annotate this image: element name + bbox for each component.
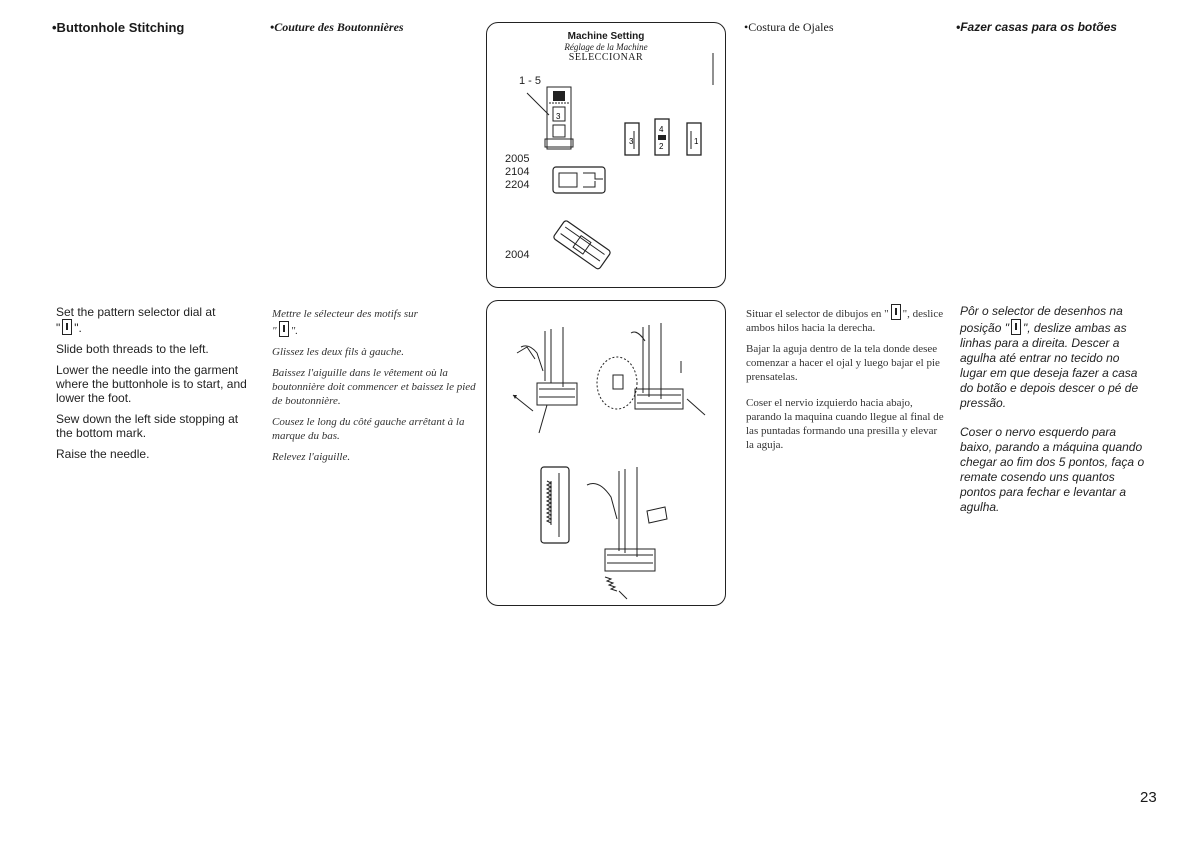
spanish-step-1: Situar el selector de dibujos en " ", deslice ambos hilos hacia la derecha.	[746, 304, 944, 335]
sewing-steps-illustration	[487, 301, 725, 605]
presser-foot-angled-icon	[553, 220, 611, 270]
english-instructions	[56, 305, 256, 468]
svg-text:2: 2	[659, 142, 664, 151]
model-list-group: 2005 2104 2204	[505, 153, 530, 191]
machine-setting-title-fr: Réglage de la Machine	[564, 42, 648, 52]
french-step-5: Relevez l'aiguille.	[272, 451, 351, 463]
portuguese-step-2: Coser o nervo esquerdo para baixo, parando a máquina quando chegar ao fim dos 5 pontos, faça o remate cosendo uns quantos pontos para fechar e levantar a agulha.	[960, 425, 1145, 514]
sewing-steps-panel	[486, 300, 726, 606]
threads-slide-illustration	[597, 323, 705, 415]
spanish-step-3: Coser el nervio izquierdo hacia abajo, parando la maquina cuando llegue al final de las puntadas formando una presilla y elevar la aguja.	[746, 397, 944, 451]
english-step-2: Slide both threads to the left.	[56, 342, 209, 356]
spanish-step-2: Bajar la aguja dentro de la tela donde desee comenzar a hacer el ojal y luego bajar el pie prensatelas.	[746, 343, 940, 383]
svg-text:3: 3	[556, 112, 561, 121]
selector-dial-icon	[545, 87, 573, 149]
machine-setting-title-es: SELECCIONAR	[568, 52, 644, 63]
portuguese-instructions	[960, 304, 1148, 522]
french-step-4: Cousez le long du côté gauche arrêtant à la marque du bas.	[272, 416, 465, 442]
machine-setting-title: Machine Setting	[567, 31, 645, 42]
english-step-5: Raise the needle.	[56, 447, 150, 461]
english-step-4: Sew down the left side stopping at the bottom mark.	[56, 412, 239, 440]
machine-setting-illustration	[487, 23, 725, 287]
header-portuguese: •Fazer casas para os botões	[956, 20, 1117, 34]
pattern-icons	[625, 119, 701, 155]
header-english: •Buttonhole Stitching	[52, 20, 185, 35]
svg-text:3: 3	[629, 137, 634, 146]
machine-setting-panel	[486, 22, 726, 288]
svg-text:1: 1	[694, 137, 699, 146]
pattern-symbol-icon	[1011, 319, 1021, 335]
french-instructions	[272, 307, 477, 471]
header-french: •Couture des Boutonnières	[270, 20, 404, 34]
french-step-2: Glissez les deux fils à gauche.	[272, 346, 404, 358]
svg-text:4: 4	[659, 125, 664, 134]
needle-lowered-illustration	[513, 327, 577, 433]
spanish-instructions	[746, 304, 944, 459]
buttonhole-left-column-icon	[541, 467, 569, 543]
dial-range-label: 1 - 5	[519, 75, 542, 87]
pattern-symbol-icon	[62, 319, 72, 335]
english-step-1: Set the pattern selector dial at " ".	[56, 305, 216, 335]
french-step-3: Baissez l'aiguille dans le vêtement où la boutonnière doit commencer et baissez le pied de boutonnière.	[272, 367, 476, 407]
page-number: 23	[1140, 789, 1157, 806]
model-single: 2004	[505, 249, 530, 261]
french-step-1: Mettre le sélecteur des motifs sur " ".	[272, 308, 418, 337]
english-step-3: Lower the needle into the garment where the buttonhole is to start, and lower the foot.	[56, 363, 247, 405]
portuguese-step-1: Pôr o selector de desenhos na posição " ", deslize ambas as linhas para a direita. Descer a agulha até entrar no tecido no lugar em que deseja fazer a casa do botão e depois descer o pé de pressão.	[960, 304, 1139, 410]
header-spanish: •Costura de Ojales	[744, 20, 834, 34]
sew-left-side-illustration	[587, 467, 667, 599]
pattern-symbol-icon	[279, 321, 289, 337]
pattern-symbol-icon	[891, 304, 901, 320]
buttonhole-foot-icon	[553, 167, 605, 193]
